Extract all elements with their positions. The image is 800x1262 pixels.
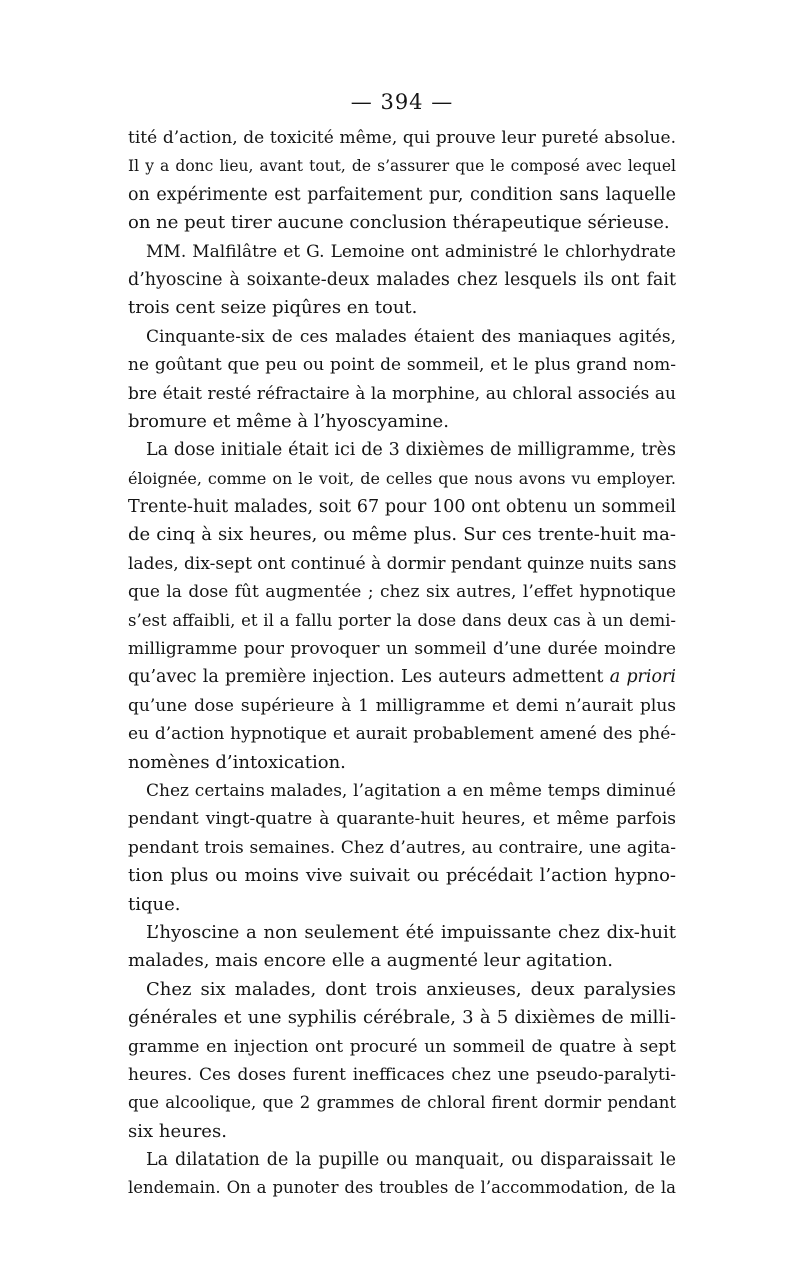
text-line: Chez six malades, dont trois anxieuses, deux paralysies bbox=[146, 978, 676, 1000]
text-line: heures. Ces doses furent inefficaces chez une pseudo-paralyti- bbox=[128, 1064, 676, 1085]
text-line: pendant trois semaines. Chez d’autres, au contraire, une agita- bbox=[128, 837, 676, 858]
text-line: Cinquante-six de ces malades étaient des maniaques agités, bbox=[146, 326, 676, 347]
text-line: La dose initiale était ici de 3 dixièmes de milligramme, très bbox=[146, 440, 676, 461]
text-line: que la dose fût augmentée ; chez six autres, l’effet hypnotique bbox=[128, 582, 676, 603]
text-line: que alcoolique, que 2 grammes de chloral firent dormir pendant bbox=[128, 1093, 676, 1113]
text-line: Chez certains malades, l’agitation a en même temps diminué bbox=[146, 780, 676, 801]
text-line: bre était resté réfractaire à la morphine, au chloral associés au bbox=[128, 383, 676, 404]
book-page bbox=[128, 84, 676, 1203]
text-line: trois cent seize piqûres en tout. bbox=[128, 297, 418, 319]
text-line: pendant vingt-quatre à quarante-huit heures, et même parfois bbox=[128, 809, 676, 830]
text-line: s’est affaibli, et il a fallu porter la dose dans deux cas à un demi- bbox=[128, 610, 676, 630]
text-line: lades, dix-sept ont continué à dormir pendant quinze nuits sans bbox=[128, 553, 676, 574]
text-line: MM. Malfilâtre et G. Lemoine ont administré le chlorhydrate bbox=[146, 241, 676, 262]
text-line: tique. bbox=[128, 893, 181, 915]
page-number: — 394 — bbox=[350, 90, 454, 114]
text-line: six heures. bbox=[128, 1120, 227, 1142]
text-line: lendemain. On a punoter des troubles de l’accommodation, de la bbox=[128, 1178, 676, 1198]
text-line: L’hyoscine a non seulement été impuissante chez dix-huit bbox=[146, 921, 676, 943]
text-line: La dilatation de la pupille ou manquait, ou disparaissait le bbox=[146, 1150, 676, 1171]
page-text bbox=[128, 124, 676, 1203]
text-line: eu d’action hypnotique et aurait probablement amené des phé- bbox=[128, 724, 676, 745]
text-line: qu’avec la première injection. Les auteurs admettent a priori bbox=[128, 667, 676, 688]
text-line: générales et une syphilis cérébrale, 3 à 5 dixièmes de milli- bbox=[128, 1007, 676, 1029]
text-line: gramme en injection ont procuré un sommeil de quatre à sept bbox=[128, 1036, 676, 1057]
text-line: éloignée, comme on le voit, de celles que nous avons vu employer. bbox=[128, 468, 676, 488]
text-line: Il y a donc lieu, avant tout, de s’assurer que le composé avec lequel bbox=[128, 157, 676, 176]
text-line: Trente-huit malades, soit 67 pour 100 ont obtenu un sommeil bbox=[128, 497, 676, 518]
text-line: tité d’action, de toxicité même, qui prouve leur pureté absolue. bbox=[128, 128, 676, 148]
text-line: tion plus ou moins vive suivait ou précédait l’action hypno- bbox=[128, 865, 676, 887]
text-line: milligramme pour provoquer un sommeil d’une durée moindre bbox=[128, 639, 676, 660]
text-line: on ne peut tirer aucune conclusion thérapeutique sérieuse. bbox=[128, 212, 670, 234]
text-line: ne goûtant que peu ou point de sommeil, et le plus grand nom- bbox=[128, 355, 676, 376]
text-line: de cinq à six heures, ou même plus. Sur ces trente-huit ma- bbox=[128, 524, 676, 546]
text-line: qu’une dose supérieure à 1 milligramme et demi n’aurait plus bbox=[128, 695, 676, 716]
text-line: on expérimente est parfaitement pur, condition sans laquelle bbox=[128, 184, 676, 205]
text-line: nomènes d’intoxication. bbox=[128, 751, 346, 773]
text-line: bromure et même à l’hyoscyamine. bbox=[128, 410, 449, 432]
text-line: d’hyoscine à soixante-deux malades chez lesquels ils ont fait bbox=[128, 269, 676, 290]
text-line: malades, mais encore elle a augmenté leur agitation. bbox=[128, 950, 614, 972]
